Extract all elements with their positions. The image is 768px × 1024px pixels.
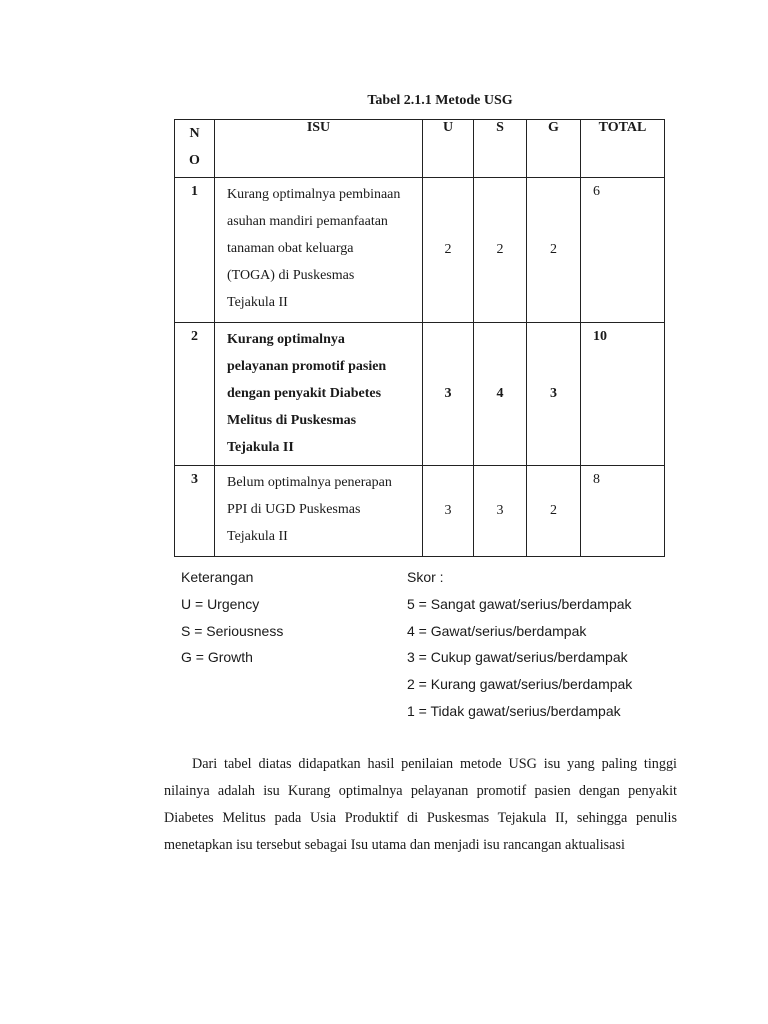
legend-skor: Skor : 5 = Sangat gawat/serius/berdampak 4 = Gawat/serius/berdampak 3 = Cukup gawat/serius/berdampak 2 = Kurang gawat/serius/berdampak 1 = Tidak gawat/serius/berdampak — [407, 569, 633, 719]
row-u-score: 2 — [423, 178, 474, 323]
header-g: G — [527, 120, 581, 178]
header-isu: ISU — [215, 120, 423, 178]
row-g-score: 2 — [527, 178, 581, 323]
table-header-row — [175, 120, 665, 178]
row-u-score: 3 — [423, 466, 474, 557]
table-row — [175, 323, 665, 466]
header-no: N O — [175, 120, 215, 178]
usg-table — [174, 119, 665, 557]
row-number: 2 — [175, 323, 215, 466]
row-total: 8 — [581, 466, 665, 557]
conclusion-paragraph: Dari tabel diatas didapatkan hasil penilaian metode USG isu yang paling tinggi nilainya adalah isu Kurang optimalnya pelayanan promotif pasien dengan penyakit Diabetes Melitus pada Usia Produktif di Puskesmas Tejakula II, sehingga penulis menetapkan isu tersebut sebagai Isu utama dan menjadi isu rancangan aktualisasi — [164, 756, 677, 853]
row-s-score: 2 — [474, 178, 527, 323]
table-row — [175, 178, 665, 323]
row-total: 6 — [581, 178, 665, 323]
table-row — [175, 466, 665, 557]
row-g-score: 3 — [527, 323, 581, 466]
row-total: 10 — [581, 323, 665, 466]
row-issue: Kurang optimalnya pelayanan promotif pasien dengan penyakit Diabetes Melitus di Puskesmas Tejakula II — [215, 323, 423, 466]
row-issue: Belum optimalnya penerapan PPI di UGD Puskesmas Tejakula II — [215, 466, 423, 557]
header-s: S — [474, 120, 527, 178]
row-u-score: 3 — [423, 323, 474, 466]
header-u: U — [423, 120, 474, 178]
row-g-score: 2 — [527, 466, 581, 557]
row-s-score: 4 — [474, 323, 527, 466]
legend-keterangan: Keterangan U = Urgency S = Seriousness G = Growth — [181, 569, 284, 666]
row-issue: Kurang optimalnya pembinaan asuhan mandiri pemanfaatan tanaman obat keluarga (TOGA) di Puskesmas Tejakula II — [215, 178, 423, 323]
row-number: 1 — [175, 178, 215, 323]
header-total: TOTAL — [581, 120, 665, 178]
row-s-score: 3 — [474, 466, 527, 557]
row-number: 3 — [175, 466, 215, 557]
table-caption: Tabel 2.1.1 Metode USG — [367, 93, 513, 108]
